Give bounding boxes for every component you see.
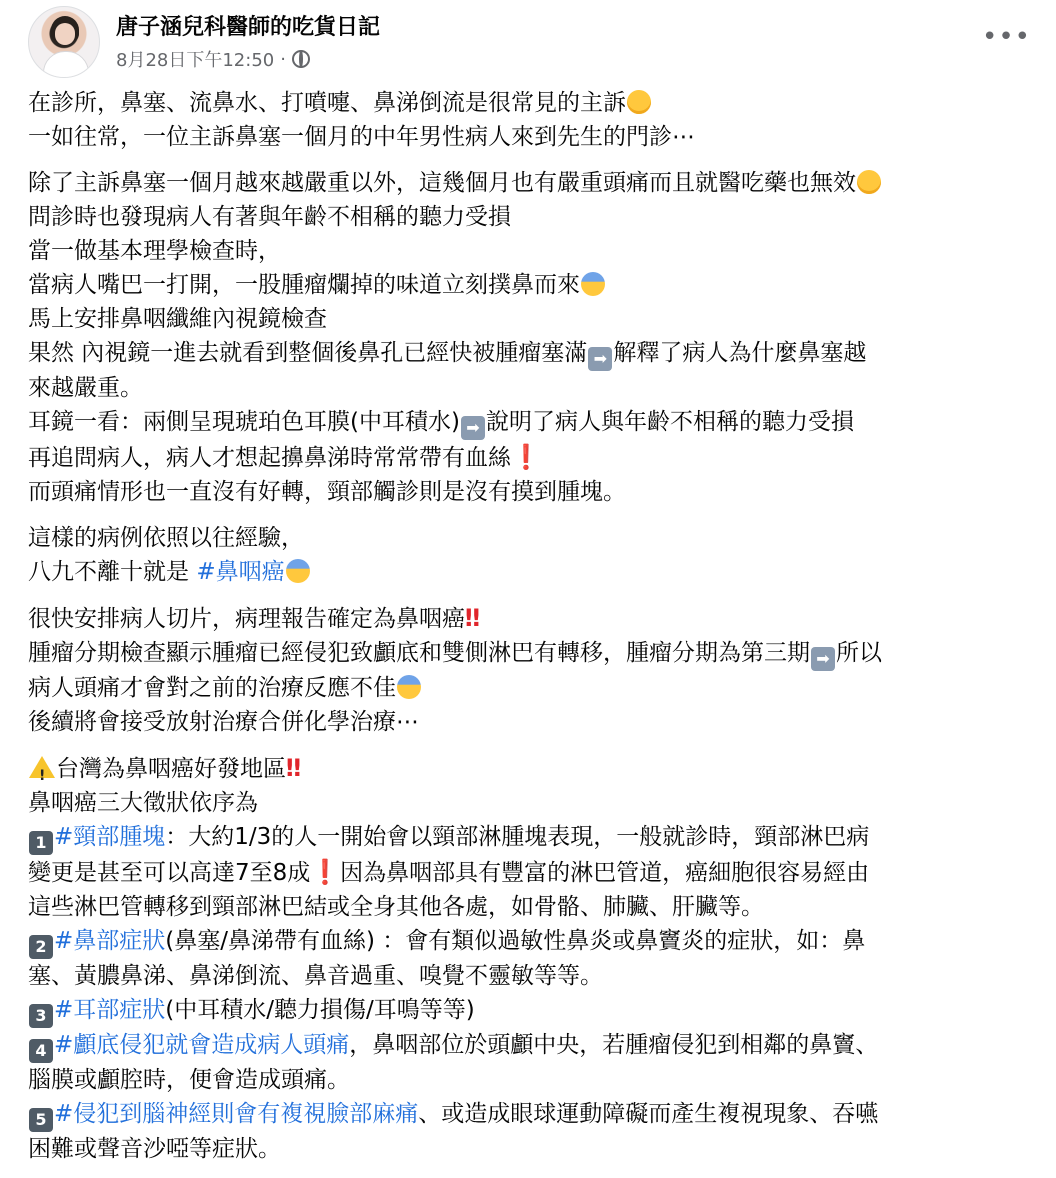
post-timestamp[interactable]: 8月28日下午12:50 (116, 50, 275, 71)
text-line (28, 636, 1028, 671)
exclamation-icon: ❗ (511, 443, 541, 471)
sneezing-face-icon (627, 90, 651, 114)
text-span: 果然 內視鏡一進去就看到整個後鼻孔已經快被腫瘤塞滿 (28, 340, 588, 366)
exclamation-icon: ❗ (310, 858, 341, 886)
text-line (28, 855, 1028, 890)
avatar-face (55, 23, 75, 45)
text-line: 這樣的病例依照以往經驗， (28, 525, 304, 551)
text-span: 所以 (836, 640, 882, 666)
text-span: 很快安排病人切片，病理報告確定為鼻咽癌 (28, 606, 465, 632)
hashtag-link[interactable]: #頸部腫塊 (54, 824, 166, 850)
paragraph-1 (28, 86, 1028, 154)
text-line: 而頭痛情形也一直沒有好轉，頸部觸診則是沒有摸到腫塊。 (28, 479, 626, 505)
keycap-5-icon: 5 (29, 1108, 53, 1132)
keycap-1-icon: 1 (29, 831, 53, 855)
sweat-face-icon (286, 559, 310, 583)
text-line: 馬上安排鼻咽纖維內視鏡檢查 (28, 306, 327, 332)
crying-face-icon (857, 170, 881, 194)
text-line (28, 268, 1028, 302)
hashtag-link[interactable]: #鼻咽癌 (196, 559, 285, 585)
hashtag-link[interactable]: #侵犯到腦神經則會有複視臉部麻痛 (54, 1101, 419, 1127)
double-exclamation-icon: ‼ (286, 754, 302, 782)
paragraph-5 (28, 751, 1028, 1166)
avatar[interactable] (28, 6, 100, 78)
text-span: 在診所，鼻塞、流鼻水、打噴嚏、鼻涕倒流是很常見的主訴 (28, 90, 626, 116)
text-span: 除了主訴鼻塞一個月越來越嚴重以外，這幾個月也有嚴重頭痛而且就醫吃藥也無效 (28, 170, 856, 196)
author-name[interactable]: 唐子涵兒科醫師的吃貨日記 (116, 15, 381, 40)
text-span: (鼻塞/鼻涕帶有血絲) ：會有類似過敏性鼻炎或鼻竇炎的症狀，如：鼻 (165, 928, 866, 954)
text-line: 當一做基本理學檢查時， (28, 238, 281, 264)
warning-icon (29, 756, 55, 778)
text-line (28, 166, 1028, 200)
post-meta (116, 46, 310, 72)
text-line: 塞、黃膿鼻涕、鼻涕倒流、鼻音過重、嗅覺不靈敏等等。 (28, 963, 603, 989)
text-line (28, 1028, 1028, 1063)
text-span: ：大約1/3的人一開始會以頸部淋腫塊表現，一般就診時，頸部淋巴病 (165, 824, 870, 850)
paragraph-2 (28, 166, 1028, 509)
anxious-face-icon (581, 272, 605, 296)
hashtag-link[interactable]: #鼻部症狀 (54, 928, 166, 954)
text-span: 、或造成眼球運動障礙而產生複視現象、吞嚥 (418, 1101, 879, 1127)
text-span: 台灣為鼻咽癌好發地區 (56, 756, 286, 782)
double-exclamation-icon: ‼ (465, 604, 481, 632)
text-span: 說明了病人與年齡不相稱的聽力受損 (485, 409, 854, 435)
text-span: 病人頭痛才會對之前的治療反應不佳 (28, 675, 396, 701)
paragraph-4 (28, 601, 1028, 739)
sweat-face-icon (397, 675, 421, 699)
avatar-coat (43, 51, 89, 78)
text-line (28, 751, 1028, 786)
text-line (28, 1097, 1028, 1132)
text-line (28, 440, 1028, 475)
keycap-3-icon: 3 (29, 1004, 53, 1028)
text-span: 腫瘤分期檢查顯示腫瘤已經侵犯致顱底和雙側淋巴有轉移，腫瘤分期為第三期 (28, 640, 810, 666)
text-line: 這些淋巴管轉移到頸部淋巴結或全身其他各處，如骨骼、肺臟、肝臟等。 (28, 894, 764, 920)
text-line (28, 671, 1028, 705)
text-line (28, 405, 1028, 440)
text-line (28, 336, 1028, 371)
text-line: 問診時也發現病人有著與年齡不相稱的聽力受損 (28, 204, 511, 230)
text-span: 八九不離十就是 (28, 559, 197, 585)
paragraph-3 (28, 521, 1028, 589)
text-line: 一如往常，一位主訴鼻塞一個月的中年男性病人來到先生的門診⋯ (28, 124, 695, 150)
text-line: 困難或聲音沙啞等症狀。 (28, 1136, 281, 1162)
text-span: ，鼻咽部位於頭顱中央，若腫瘤侵犯到相鄰的鼻竇、 (349, 1032, 879, 1058)
text-line: 來越嚴重。 (28, 375, 143, 401)
hashtag-link[interactable]: #耳部症狀 (54, 997, 166, 1023)
right-arrow-icon: ➡ (588, 347, 612, 371)
keycap-2-icon: 2 (29, 935, 53, 959)
text-span: 耳鏡一看：兩側呈現琥珀色耳膜(中耳積水) (28, 409, 460, 435)
text-line (28, 993, 1028, 1028)
hashtag-link[interactable]: #顱底侵犯就會造成病人頭痛 (54, 1032, 350, 1058)
text-span: (中耳積水/聽力損傷/耳鳴等等) (165, 997, 475, 1023)
text-line (28, 820, 1028, 855)
text-line: 腦膜或顱腔時，便會造成頭痛。 (28, 1067, 350, 1093)
globe-icon[interactable] (292, 50, 310, 68)
text-span: 當病人嘴巴一打開，一股腫瘤爛掉的味道立刻撲鼻而來 (28, 272, 580, 298)
meta-separator: · (280, 48, 286, 70)
text-span: 因為鼻咽部具有豐富的淋巴管道，癌細胞很容易經由 (340, 860, 870, 886)
text-line: 後續將會接受放射治療合併化學治療⋯ (28, 709, 419, 735)
right-arrow-icon: ➡ (811, 647, 835, 671)
text-line (28, 924, 1028, 959)
post-body (28, 86, 1028, 1178)
keycap-4-icon: 4 (29, 1039, 53, 1063)
right-arrow-icon: ➡ (461, 416, 485, 440)
text-span: 再追問病人，病人才想起擤鼻涕時常常帶有血絲 (28, 445, 511, 471)
more-options-button[interactable]: ••• (982, 22, 1032, 52)
text-span: 解釋了病人為什麼鼻塞越 (613, 340, 867, 366)
text-line (28, 555, 1028, 589)
text-span: 變更是甚至可以高達7至8成 (28, 860, 311, 886)
text-line: 鼻咽癌三大徵狀依序為 (28, 790, 258, 816)
text-line (28, 86, 1028, 120)
text-line (28, 601, 1028, 636)
post-header (28, 6, 1032, 76)
